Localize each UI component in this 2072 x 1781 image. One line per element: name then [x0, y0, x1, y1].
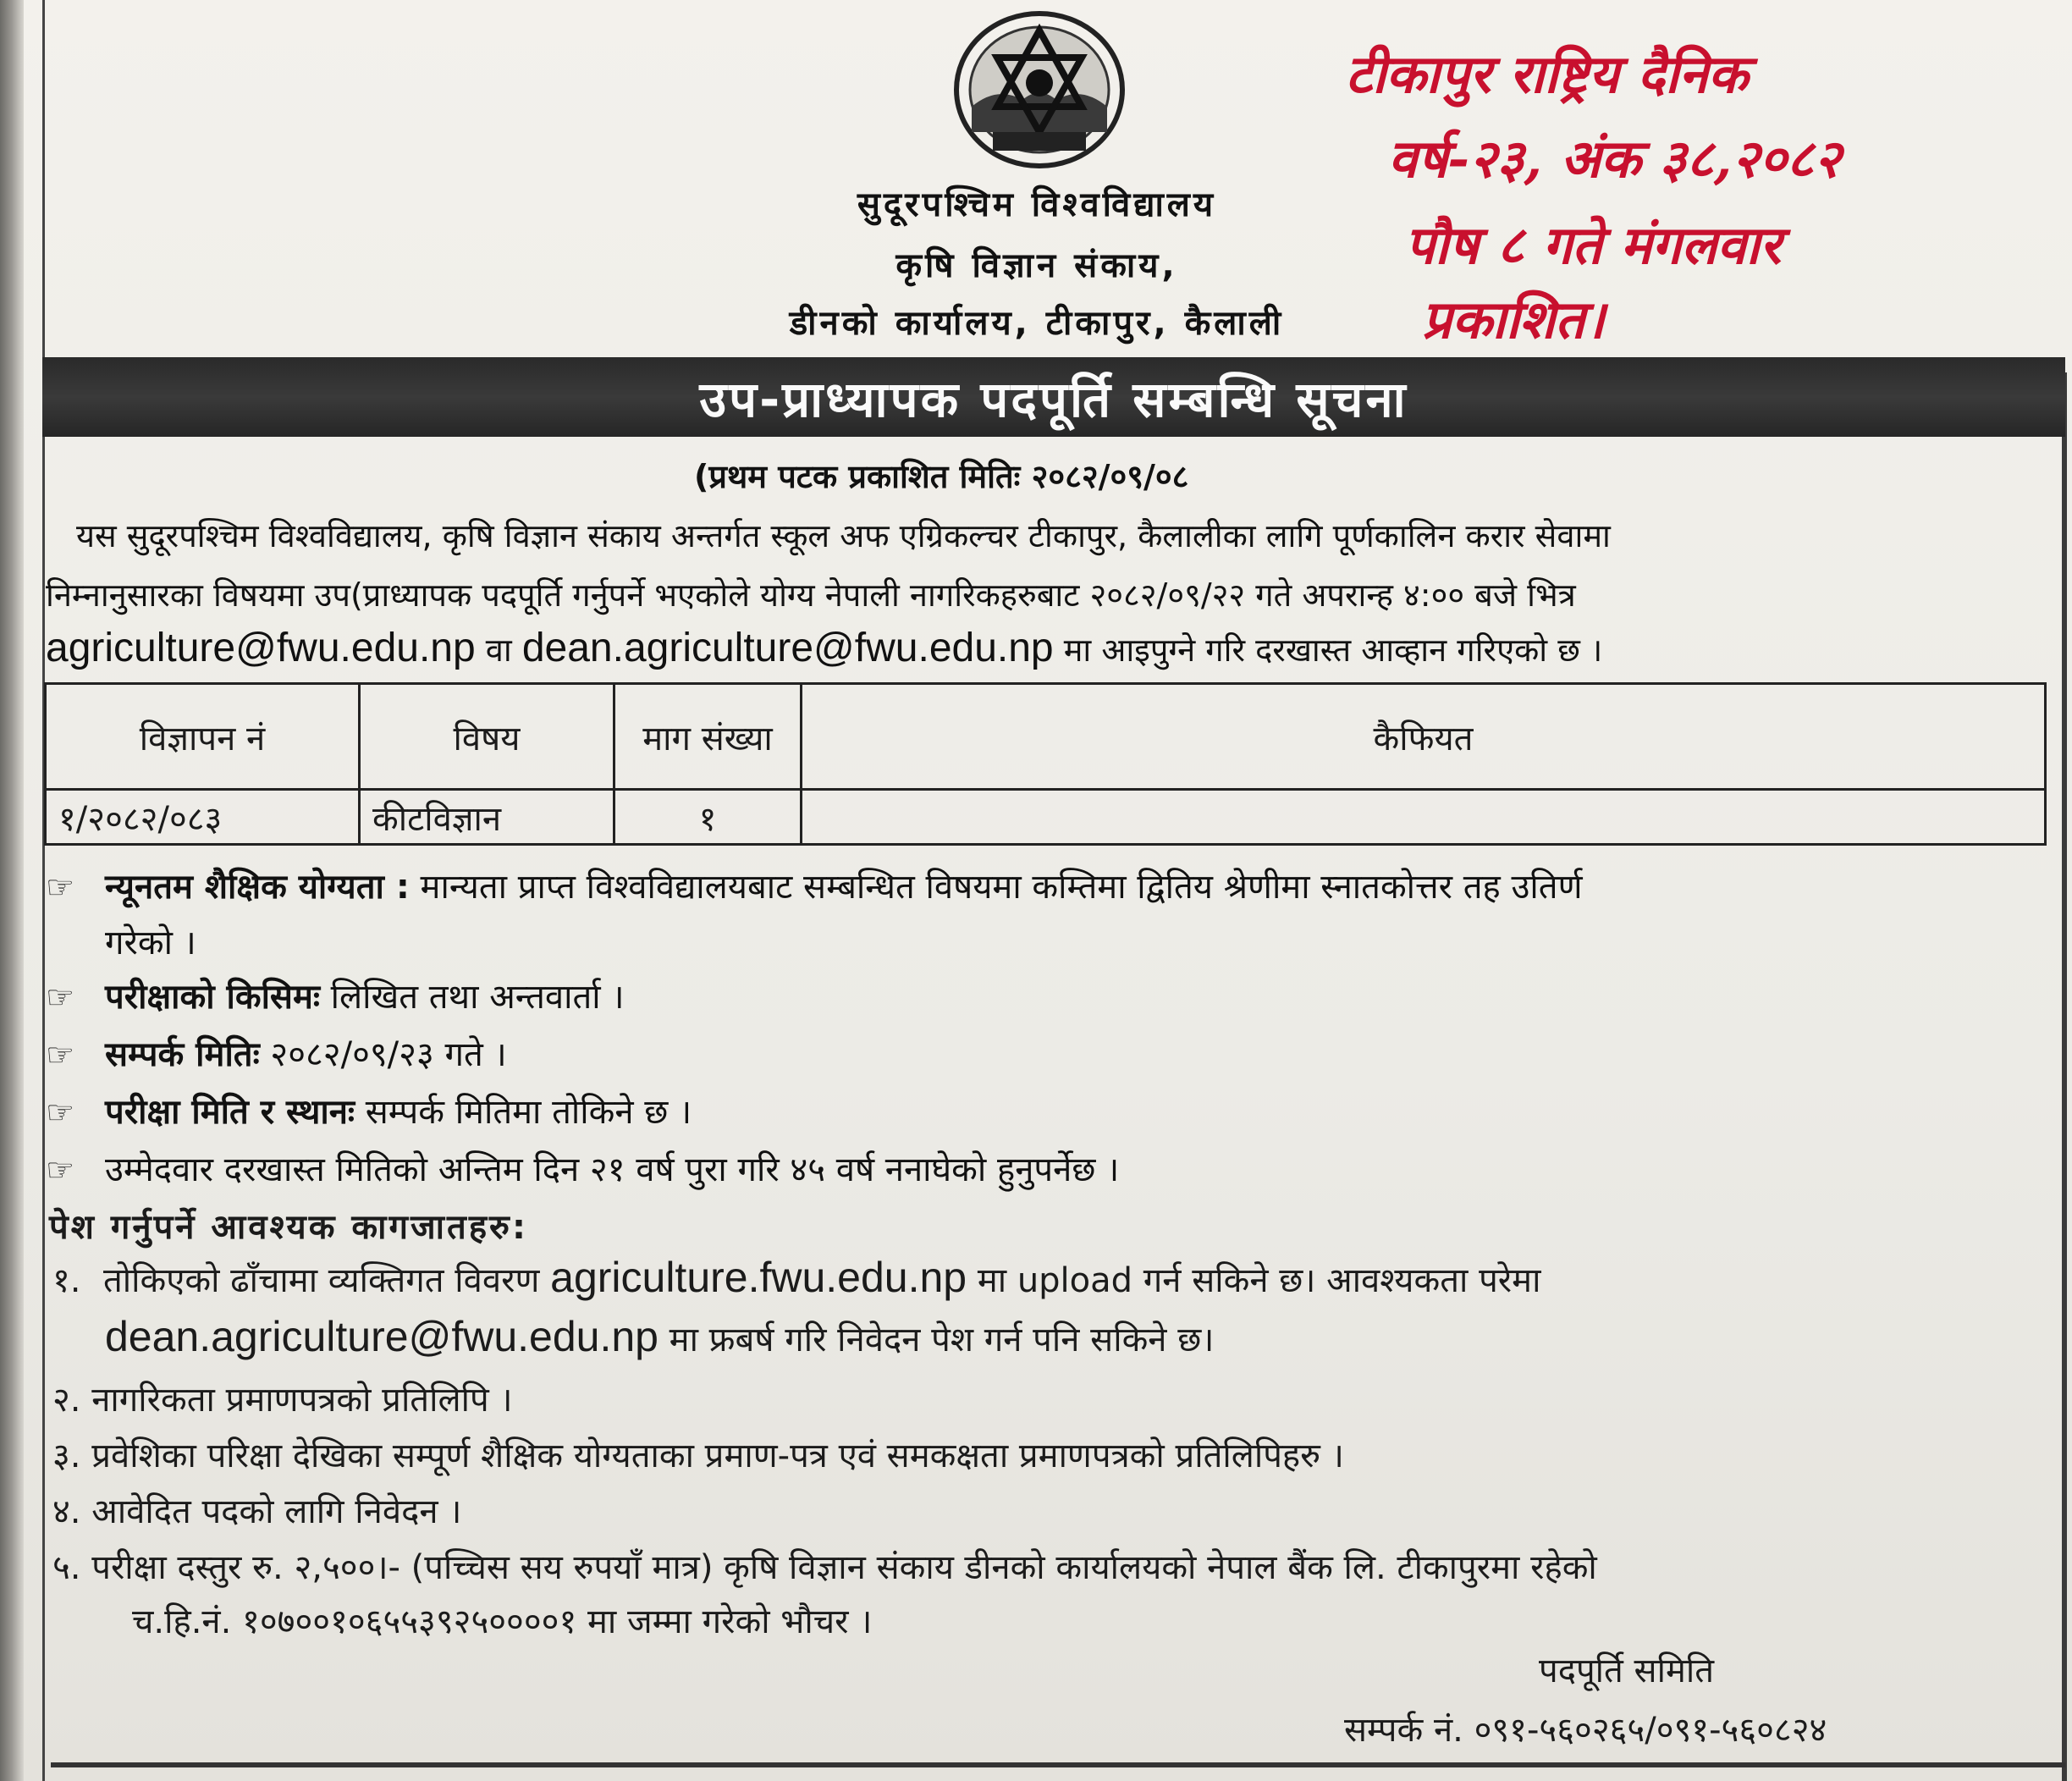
requirement-text: २०८२/०९/२३ गते ।	[259, 1035, 507, 1074]
list-item	[46, 1029, 507, 1076]
document-text: मा फ्रबर्ष गरि निवेदन पेश गर्न पनि सकिने छ।	[658, 1321, 1215, 1359]
university-logo-icon	[946, 5, 1132, 174]
office-address: डीनको कार्यालय, टीकापुर, कैलाली	[789, 304, 1285, 343]
contact-number: सम्पर्क नं. ०९१-५६०२६५/०९१-५६०८२४	[1344, 1711, 1827, 1750]
list-item	[46, 1087, 692, 1133]
requirement-label: सम्पर्क मितिः	[105, 1035, 260, 1074]
column-header: विज्ञापन नं	[46, 684, 360, 790]
pointing-hand-icon: ☞	[46, 1036, 75, 1073]
handwritten-note-line: प्रकाशित।	[1422, 289, 1606, 350]
column-header: विषय	[360, 684, 614, 790]
list-item: ४. आवेदित पदको लागि निवेदन ।	[52, 1492, 462, 1531]
requirement-label: परीक्षाको किसिमः	[105, 978, 320, 1017]
list-item: च.हि.नं. १०७००१०६५५३९२५००००१ मा जम्मा गरेको भौचर ।	[132, 1602, 873, 1641]
faculty-name: कृषि विज्ञान संकाय,	[895, 246, 1178, 285]
pointing-hand-icon: ☞	[46, 979, 75, 1016]
title-banner	[42, 357, 2065, 437]
intro-line	[46, 625, 1602, 671]
pointing-hand-icon: ☞	[46, 868, 75, 906]
email-link[interactable]: agriculture@fwu.edu.np	[46, 626, 476, 670]
table-cell	[802, 790, 2046, 845]
email-link[interactable]: dean.agriculture@fwu.edu.np	[521, 626, 1054, 670]
list-item	[52, 1253, 1540, 1302]
document-text: तोकिएको ढाँचामा व्यक्तिगत विवरण	[103, 1261, 551, 1300]
handwritten-note-line: वर्ष-२३, अंक ३८,२०८२	[1388, 128, 1842, 190]
intro-line: यस सुदूरपश्चिम विश्वविद्यालय, कृषि विज्ञान संकाय अन्तर्गत स्कूल अफ एग्रिकल्चर टीकापुर, कैलालीका लागि पूर्णकालिन करार सेवामा	[76, 517, 1611, 554]
requirement-text: मान्यता प्राप्त विश्वविद्यालयबाट सम्बन्धित विषयमा कम्तिमा द्वितिय श्रेणीमा स्नातकोत्तर तह उतिर्ण	[409, 868, 1583, 907]
list-item	[46, 862, 1583, 908]
requirement-label: न्यूनतम शैक्षिक योग्यता :	[105, 868, 410, 907]
first-published-date: (प्रथम पटक प्रकाशित मितिः २०८२/०९/०८	[694, 458, 1189, 495]
pointing-hand-icon: ☞	[46, 1094, 75, 1131]
handwritten-note-line: पौष ८ गते मंगलवार	[1405, 214, 1782, 276]
column-header: कैफियत	[802, 684, 2046, 790]
university-name: सुदूरपश्चिम विश्वविद्यालय	[857, 185, 1217, 224]
documents-heading: पेश गर्नुपर्ने आवश्यक कागजातहरु:	[49, 1208, 528, 1247]
table-cell: १/२०८२/०८३	[46, 790, 360, 845]
list-item	[105, 918, 196, 964]
list-item	[46, 1144, 1119, 1191]
requirement-text: सम्पर्क मितिमा तोकिने छ ।	[355, 1093, 692, 1132]
vacancy-table	[44, 682, 2047, 846]
table-row	[46, 790, 2046, 845]
document-text: मा upload गर्न सकिने छ। आवश्यकता परेमा	[967, 1261, 1541, 1300]
intro-joiner: वा	[475, 631, 522, 669]
table-cell: १	[614, 790, 802, 845]
table-header-row	[46, 684, 2046, 790]
intro-line: निम्नानुसारका विषयमा उप(प्राध्यापक पदपूर्ति गर्नुपर्ने भएकोले योग्य नेपाली नागरिकहरुबाट २०८२/०९/२२ गते अपरान्ह ४:०० बजे भित्र	[46, 576, 1576, 614]
intro-line-rest: मा आइपुग्ने गरि दरखास्त आव्हान गरिएको छ ।	[1053, 631, 1603, 669]
requirement-label: परीक्षा मिति र स्थानः	[105, 1093, 355, 1132]
website-link[interactable]: agriculture.fwu.edu.np	[550, 1254, 967, 1301]
column-divider-right	[2062, 372, 2067, 1781]
column-header: माग संख्या	[614, 684, 802, 790]
table-cell: कीटविज्ञान	[360, 790, 614, 845]
pointing-hand-icon: ☞	[46, 1151, 75, 1188]
requirement-text: उम्मेदवार दरखास्त मितिको अन्तिम दिन २१ वर्ष पुरा गरि ४५ वर्ष ननाघेको हुनुपर्नेछ ।	[105, 1150, 1120, 1189]
column-divider	[42, 0, 45, 1781]
bottom-divider	[51, 1762, 2065, 1767]
list-item: ३. प्रवेशिका परिक्षा देखिका सम्पूर्ण शैक्षिक योग्यताका प्रमाण-पत्र एवं समकक्षता प्रमाणपत्रको प्रतिलिपिहरु ।	[52, 1436, 1344, 1475]
requirement-text: गरेको ।	[105, 924, 196, 962]
notice-title: उप-प्राध्यापक पदपूर्ति सम्बन्धि सूचना	[699, 370, 1408, 428]
list-item: २. नागरिकता प्रमाणपत्रको प्रतिलिपि ।	[52, 1381, 513, 1420]
email-link[interactable]: dean.agriculture@fwu.edu.np	[105, 1313, 659, 1360]
handwritten-note-line: टीकापुर राष्ट्रिय दैनिक	[1346, 43, 1749, 105]
list-item	[105, 1312, 1214, 1361]
requirement-text: लिखित तथा अन्तवार्ता ।	[319, 978, 625, 1017]
list-item: ५. परीक्षा दस्तुर रु. २,५००।- (पच्चिस सय रुपयाँ मात्र) कृषि विज्ञान संकाय डीनको कार्यालयको नेपाल बैंक लि. टीकापुरमा रहेको	[52, 1548, 1597, 1587]
item-number: १.	[52, 1261, 81, 1300]
scan-edge	[0, 0, 24, 1781]
committee-signature: पदपूर्ति समिति	[1539, 1651, 1715, 1690]
list-item	[46, 972, 625, 1018]
